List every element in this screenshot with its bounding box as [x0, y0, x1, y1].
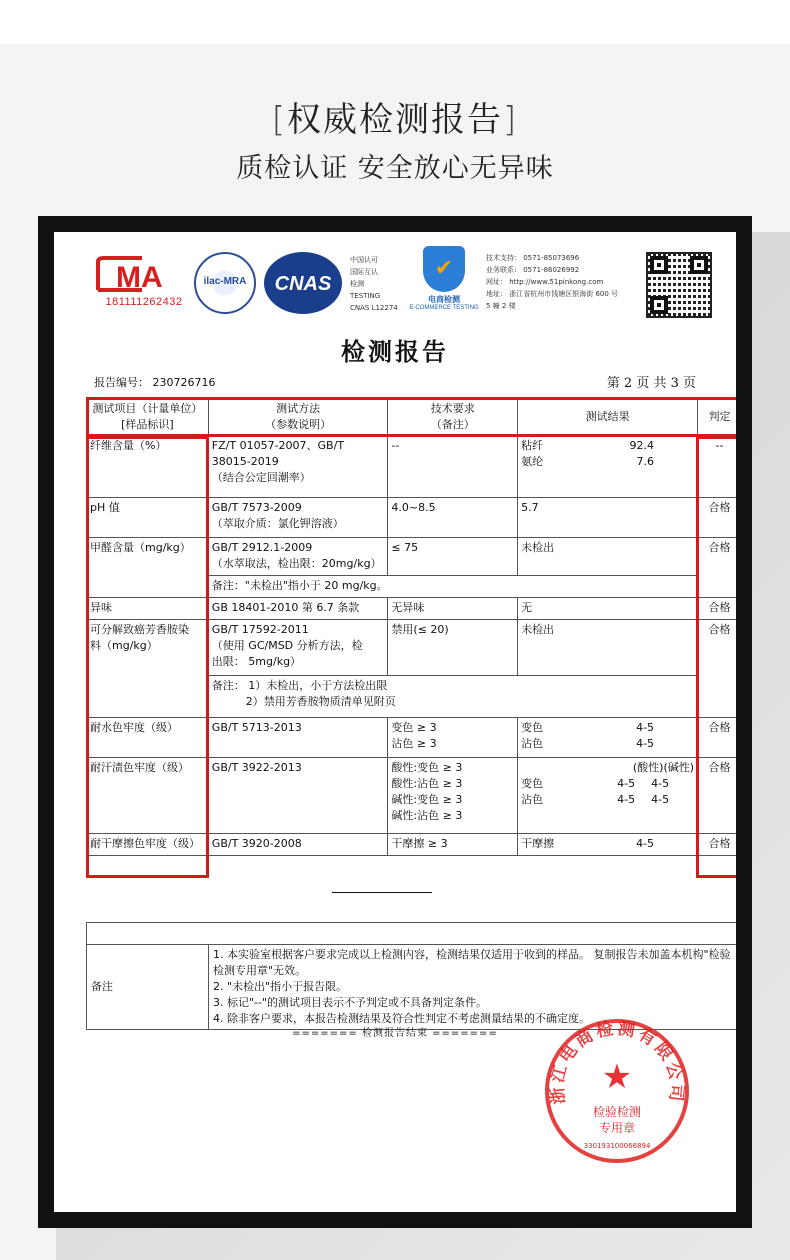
- header-method: 测试方法 （参数说明）: [208, 399, 388, 436]
- cell-item: 甲醛含量（mg/kg）: [87, 538, 209, 598]
- cell-method: FZ/T 01057-2007、GB/T 38015-2019 （结合公定回潮率）: [208, 436, 388, 498]
- notes-table: [86, 922, 736, 1030]
- notes-line: 2. "未检出"指小于报告限。: [213, 980, 348, 993]
- cnas-line: TESTING: [350, 292, 381, 300]
- cell-judge: 合格: [698, 598, 736, 620]
- notes-blank: [87, 923, 737, 945]
- top-band: [0, 0, 790, 44]
- cell-result: 干摩擦 4-5: [518, 834, 698, 856]
- cell-method: GB/T 2912.1-2009 （水萃取法，检出限：20mg/kg）: [208, 538, 388, 576]
- header-judge: 判定: [698, 399, 736, 436]
- cell-judge: 合格: [698, 758, 736, 834]
- cell-result: 无: [518, 598, 698, 620]
- contact-line: 技术支持： 0571-85073696: [486, 254, 580, 262]
- page-title-text: 权威检测报告: [287, 100, 503, 140]
- cell-judge: 合格: [698, 620, 736, 718]
- table-row: [87, 758, 737, 834]
- ilac-mra-logo: [194, 252, 256, 314]
- cell-result: 5.7: [518, 498, 698, 538]
- cell-judge: 合格: [698, 538, 736, 598]
- svg-text:浙江电商检测有限公司: 浙江电商检测有限公司: [547, 1018, 687, 1106]
- cell-item: 耐水色牢度（级）: [87, 718, 209, 758]
- cell-result: (酸性)(碱性) 变色 4-5 4-5 沾色 4-5 4-5: [518, 758, 698, 834]
- cell-req: --: [388, 436, 518, 498]
- cell-result: 未检出: [518, 538, 698, 576]
- table-row: [87, 598, 737, 620]
- divider: [332, 892, 432, 893]
- table-row: [87, 834, 737, 856]
- picture-frame: [38, 216, 752, 1228]
- cell-item: 纤维含量（%）: [87, 436, 209, 498]
- page-title: [权威检测报告]: [271, 100, 519, 140]
- cell-req: 变色 ≥ 3 沾色 ≥ 3: [388, 718, 518, 758]
- cell-method: GB 18401-2010 第 6.7 条款: [208, 598, 388, 620]
- cell-item: pH 值: [87, 498, 209, 538]
- header-result: 测试结果: [518, 399, 698, 436]
- star-icon: ★: [601, 1057, 633, 1097]
- table-row: [87, 538, 737, 576]
- cell-method: GB/T 3920-2008: [208, 834, 388, 856]
- cnas-side-text: [350, 254, 398, 314]
- cell-req: 无异味: [388, 598, 518, 620]
- cell-item: 异味: [87, 598, 209, 620]
- contact-info: [486, 252, 656, 312]
- report-paper: [54, 232, 736, 1212]
- cell-item: 可分解致癌芳香胺染 料（mg/kg）: [87, 620, 209, 718]
- cell-req: 4.0~8.5: [388, 498, 518, 538]
- table-row: [87, 620, 737, 676]
- svg-text:专用章: 专用章: [598, 1121, 636, 1135]
- cell-req: 禁用(≤ 20): [388, 620, 518, 676]
- cell-result: 变色 4-5 沾色 4-5: [518, 718, 698, 758]
- header-item: 测试项目（计量单位） [样品标识]: [87, 399, 209, 436]
- cell-result: 粘纤 92.4 氨纶 7.6: [518, 436, 698, 498]
- ilac-text: ilac-MRA: [203, 276, 247, 287]
- cell-result: 未检出: [518, 620, 698, 676]
- cnas-logo: [264, 252, 342, 314]
- notes-line: 3. 标记"--"的测试项目表示不予判定或不具备判定条件。: [213, 996, 488, 1009]
- cell-item: 耐干摩擦色牢度（级）: [87, 834, 209, 856]
- qr-code-icon: [646, 252, 712, 318]
- official-seal-stamp: [542, 1016, 692, 1166]
- cell-judge: 合格: [698, 498, 736, 538]
- cma-number: 181111262432: [105, 296, 183, 308]
- header-req: 技术要求 （备注）: [388, 399, 518, 436]
- report-page: 第 2 页 共 3 页: [606, 376, 696, 391]
- notes-label: 备注: [87, 945, 209, 1030]
- svg-text:MA: MA: [116, 261, 163, 294]
- cell-method: GB/T 17592-2011 （使用 GC/MSD 分析方法，检 出限： 5mg/kg）: [208, 620, 388, 676]
- table-row: [87, 718, 737, 758]
- cell-method: GB/T 3922-2013: [208, 758, 388, 834]
- shield-check-icon: [423, 246, 465, 292]
- cnas-line: CNAS L12274: [350, 304, 398, 312]
- cell-method: GB/T 5713-2013: [208, 718, 388, 758]
- cell-note: 备注： 1）未检出，小于方法检出限 2）禁用芳香胺物质清单见附页: [208, 676, 697, 718]
- cell-req: 酸性:变色 ≥ 3 酸性:沾色 ≥ 3 碱性:变色 ≥ 3 碱性:沾色 ≥ 3: [388, 758, 518, 834]
- report-number: 报告编号： 230726716: [94, 376, 216, 389]
- page-subtitle: 质检认证 安全放心无异味: [236, 153, 554, 184]
- cell-req: ≤ 75: [388, 538, 518, 576]
- ecom-en: E-COMMERCE TESTING: [409, 305, 479, 311]
- cma-logo: [94, 254, 194, 314]
- cell-judge: --: [698, 436, 736, 498]
- cell-item: 耐汗渍色牢度（级）: [87, 758, 209, 834]
- cnas-text: CNAS: [274, 273, 332, 295]
- table-row: [87, 498, 737, 538]
- table-row: [87, 436, 737, 498]
- report-end: ======= 检测报告结束 =======: [292, 1028, 498, 1039]
- contact-line: 5 幢 2 楼: [486, 302, 516, 310]
- results-table: [86, 398, 736, 856]
- cnas-line: 检测: [350, 280, 364, 288]
- table-header-row: [87, 399, 737, 436]
- contact-line: 业务联系： 0571-86026992: [486, 266, 580, 274]
- cnas-line: 中国认可: [350, 256, 378, 264]
- notes-line: 4. 除非客户要求，本报告检测结果及符合性判定不考虑测量结果的不确定度。: [213, 1012, 590, 1025]
- cell-req: 干摩擦 ≥ 3: [388, 834, 518, 856]
- cnas-line: 国际互认: [350, 268, 378, 276]
- report-title: 检测报告: [341, 337, 449, 366]
- cma-emblem-icon: [94, 254, 194, 296]
- svg-text:检验检测: 检验检测: [592, 1105, 642, 1119]
- ecommerce-testing-logo: [408, 246, 480, 318]
- cell-judge: 合格: [698, 718, 736, 758]
- cell-note: 备注："未检出"指小于 20 mg/kg。: [208, 576, 697, 598]
- cell-method: GB/T 7573-2009 （萃取介质：氯化钾溶液）: [208, 498, 388, 538]
- svg-text:330193100066894: 330193100066894: [583, 1142, 651, 1150]
- contact-line: 地址： 浙江省杭州市钱塘区银海街 600 号: [486, 290, 619, 298]
- notes-line: 1. 本实验室根据客户要求完成以上检测内容，检测结果仅适用于收到的样品。 复制报告未加盖本机构"检验检测专用章"无效。: [213, 948, 731, 977]
- contact-line: 网址： http://www.51pinkong.com: [486, 278, 604, 286]
- ecom-cn: 电商检测: [428, 295, 460, 304]
- cell-judge: 合格: [698, 834, 736, 856]
